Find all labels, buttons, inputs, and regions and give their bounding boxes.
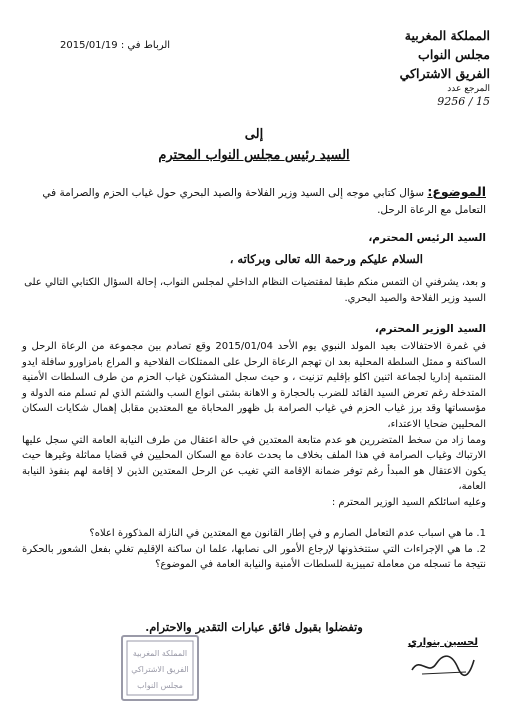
closing-line: وتفضلوا بقبول فائق عبارات التقدير والاحترام.: [145, 620, 363, 634]
letter-body: [22, 339, 486, 511]
svg-text:مجلس النواب: مجلس النواب: [137, 681, 183, 690]
body-paragraph: وعليه اسائلكم السيد الوزير المحترم :: [331, 496, 486, 508]
salutation-minister: السيد الوزير المحترم،: [374, 323, 486, 335]
signatory-name: لحسين بنواري: [407, 637, 478, 648]
letterhead-group: الفريق الاشتراكي: [399, 66, 490, 81]
letterhead: [350, 26, 490, 109]
letterhead-kingdom: المملكة المغربية: [404, 28, 490, 43]
date-line: الرباط في : 2015/01/19: [60, 40, 171, 51]
signature-mark: [408, 650, 478, 680]
svg-text:الفريق الاشتراكي: الفريق الاشتراكي: [131, 665, 189, 674]
letterhead-parliament: مجلس النواب: [418, 47, 490, 62]
reference-number: 15 / 9256: [437, 95, 490, 108]
question-item: 1. ما هي اسباب عدم التعامل الصارم و في إطار القانون مع المعتدين في النازلة المذكورة اعلاه؟: [89, 528, 486, 539]
subject-label: الموضوع:: [427, 184, 486, 199]
body-paragraph: في غمرة الاحتفالات بعيد المولد النبوي يوم الأحد 2015/01/04 وقع تصادم بين مجموعة من الرعاة الرحل و الساكنة و ممثل السلطة المحلية بعد ان تهجم الرعاة الرحل على الممتلكات الفلاحية و المراع بامزاورو سافلة ايدو المنتمية إداريا لجماعة اثنين اكلو بإقليم تزنيت ، و حيث سجل المشتكون غياب الحزم من طرف السلطات الأمنية المتدخلة رغم تعرض السيد القائد للضرب بالحجارة و الاهانة بشتى انواع السب والشتم الذي لم تسلم منه الدولة و مؤسساتها وقد برز غياب الحزم في غياب الصرامة بل ظهور المحاباة مع المعتدين مقابل إهمال شكايات السكان المحليين ضحايا الاعتداء،: [22, 341, 486, 430]
official-stamp: [118, 632, 202, 704]
question-item: 2. ما هي الإجراءات التي ستتخذونها لإرجاع الأمور الى نصابها، علما ان ساكنة الإقليم تغلي بفعل الشعور بالحكرة نتيجة ما تسجله من معاملة تمييزية للسلطات الأمنية والنيابة العامة في الموضوع؟: [22, 543, 486, 571]
recipient-name: السيد رئيس مجلس النواب المحترم: [158, 148, 350, 163]
body-paragraph: ومما زاد من سخط المتضررين هو عدم متابعة المعتدين في حالة اعتقال من طرف النيابة العامة التي سجل عليها الارتباك وغياب الصرامة في هذا الملف بخلاف ما يحدث عادة مع السكان المحليين في قضايا مماثلة وغيرها حيث يكون الاعتقال هو المبدأ رغم توفر ضمانة الإقامة التي تغيب عن الرحل المعتدين الذين لا إقامة لهم بنفوذ النيابة العامة،: [22, 434, 486, 493]
reference-label: المرجع عدد: [447, 84, 490, 94]
salutation-president: السيد الرئيس المحترم،: [368, 232, 486, 244]
recipient-to: إلى: [244, 127, 264, 142]
svg-text:المملكة المغربية: المملكة المغربية: [132, 649, 188, 658]
subject-text: سؤال كتابي موجه إلى السيد وزير الفلاحة والصيد البحري حول غياب الحزم والصرامة في التعامل مع الرعاة الرحل.: [42, 187, 486, 216]
intro-paragraph: و بعد، يشرفني ان التمس منكم طبقا لمقتضيات النظام الداخلي لمجلس النواب، إحالة السؤال الكتابي التالي على السيد وزير الفلاحة والصيد البحري.: [24, 277, 486, 304]
subject-line: [22, 183, 486, 219]
greeting: السلام عليكم ورحمة الله تعالى وبركاته ،: [229, 252, 423, 266]
questions-list: [22, 526, 486, 573]
